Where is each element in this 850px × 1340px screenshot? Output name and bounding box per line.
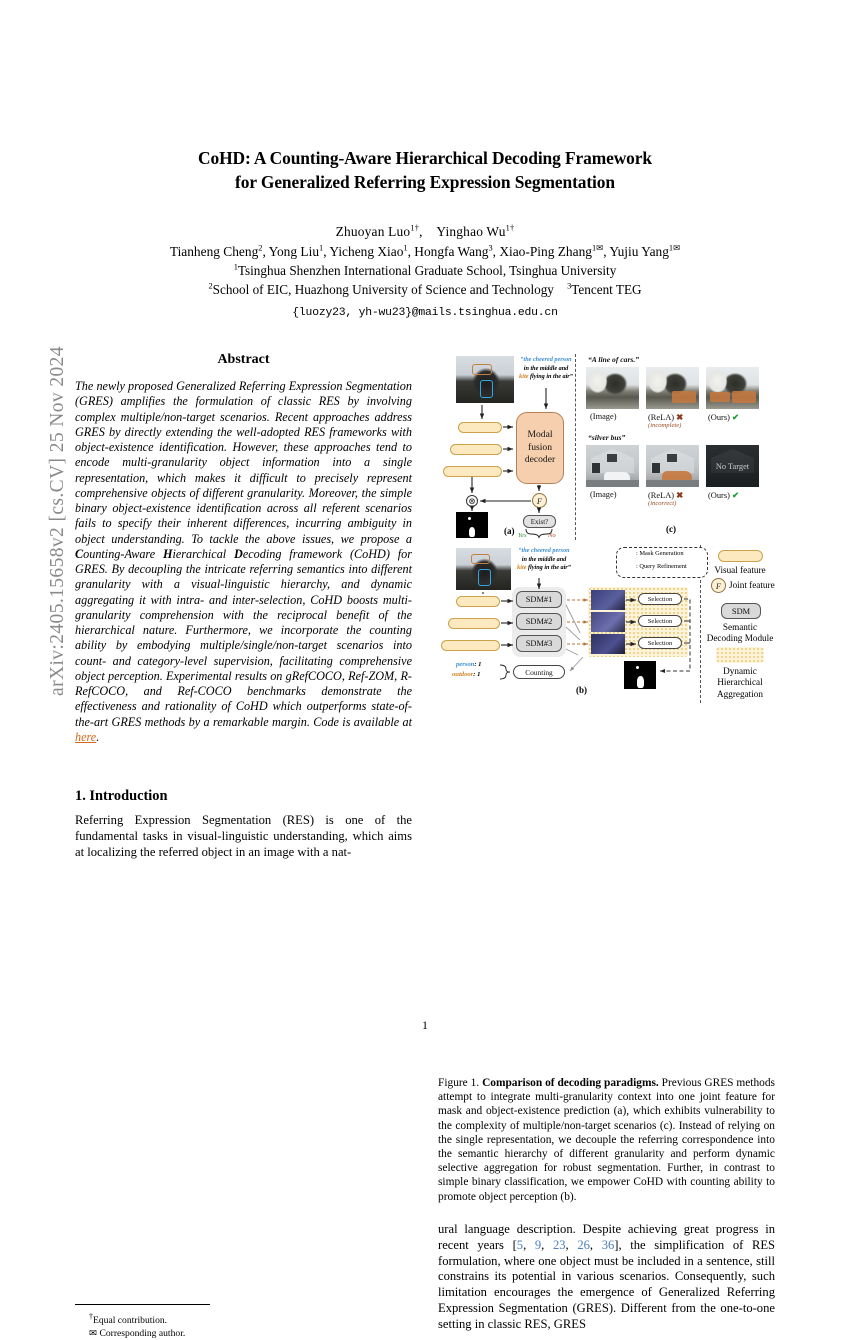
selection-box-1: Selection bbox=[638, 593, 682, 605]
featuremap-3 bbox=[591, 634, 625, 654]
expr-b-kite: kite bbox=[517, 564, 527, 572]
count-person-row bbox=[456, 661, 481, 668]
mask-output-a bbox=[456, 512, 488, 538]
label-ours-r2: (Ours) bbox=[708, 491, 730, 500]
mask-overlay-ours-r1-a bbox=[710, 392, 730, 402]
panel-letter-a: (a) bbox=[504, 526, 515, 536]
abstract-text bbox=[75, 379, 412, 745]
house-window-r2c1 bbox=[607, 454, 617, 462]
bbox-orange-b bbox=[471, 554, 490, 564]
visual-feature-bar-b1 bbox=[456, 596, 500, 607]
expr-a-line1: “the cheered person bbox=[520, 356, 572, 363]
legend-joint-feature-label: Joint feature bbox=[729, 580, 775, 590]
citation-36[interactable]: 36 bbox=[601, 1237, 615, 1252]
right-column-text bbox=[438, 1222, 775, 1333]
abstract-bold-c: C bbox=[75, 546, 84, 561]
image-c-r1-c1 bbox=[586, 367, 639, 409]
error-note-r2: (incorrect) bbox=[648, 500, 677, 507]
caption-label: Figure 1. bbox=[438, 1077, 480, 1089]
expr-b-line3: flying in the air” bbox=[528, 564, 571, 572]
visual-feature-bar-a1 bbox=[458, 422, 502, 433]
figure-caption bbox=[438, 1076, 775, 1204]
label-c-r2-rela bbox=[648, 490, 683, 500]
abstract-heading: Abstract bbox=[217, 352, 270, 367]
abstract-bold-d: D bbox=[234, 546, 243, 561]
code-link[interactable]: here bbox=[75, 729, 97, 744]
image-c-r1-c3 bbox=[706, 367, 759, 409]
figure-panel-top bbox=[438, 352, 775, 542]
legend-sdm-line1: Semantic bbox=[722, 622, 758, 632]
expr-a-line3: flying in the air” bbox=[530, 373, 573, 381]
joint-feature-circle-a: F bbox=[532, 493, 547, 508]
image-c-r1-c2 bbox=[646, 367, 699, 409]
legend-dha-line3: Aggregation bbox=[717, 688, 763, 699]
legend-dha-swatch bbox=[716, 647, 764, 663]
selection-box-3: Selection bbox=[638, 637, 682, 649]
road-r2c2 bbox=[646, 480, 699, 487]
expr-c-row1: “A line of cars.” bbox=[588, 355, 640, 364]
figure-panel-b bbox=[438, 545, 775, 705]
visual-feature-bar-a3 bbox=[443, 466, 502, 477]
abstract-part-2: framework (CoHD) for GRES. By decoupling the intricate referring semantics into different granularity with a visual-linguistic hierarchy, and dynamic aggregating it with intra- and inter-selection, CoHD boosts multi-granularity comprehension with the reciprocal benefit of the hierarchical nature. Furthermore, we incorporate the counting ability by embodying multiple/single/non-target scenarios into count- and category-level supervision, facilitating comprehensive object perception. Experimental results on gRefCOCO, Ref-ZOM, R-RefCOCO, and Ref-COCO benchmarks demonstrate the effectiveness and rationality of CoHD which outperforms state-of-the-art GRES methods by a remarkable margin. Code is available at bbox=[75, 546, 412, 729]
footnote-text-1: Equal contribution. bbox=[93, 1315, 168, 1327]
image-c-r2-c2 bbox=[646, 445, 699, 487]
legend-visual-feature-swatch bbox=[718, 550, 763, 562]
title-line-2: for Generalized Referring Expression Segmentation bbox=[235, 172, 615, 192]
caption-body: Previous GRES methods attempt to integrate multi-granularity context into one joint feature for mask and object-existence prediction (a), which exhibits vulnerability to the complexity of multiple/non-target scenarios (c). Instead of relying on the single representation, we decouple the referring correspondence into the semantic hierarchy of different granularity and perform dynamic selective aggregation for robust segmentation. Further, in contrast to simple binary classification, we empower CoHD with counting ability to promote object perception (b). bbox=[438, 1077, 775, 1203]
visual-feature-bar-b3 bbox=[441, 640, 500, 651]
cross-icon-r2: ✖ bbox=[676, 491, 684, 500]
multiply-op-icon-a: ⊗ bbox=[466, 495, 478, 507]
introduction-right-text: ural language description. Despite achieving great progress in recent years [5, 9, 23, 26, 36], the simplification of RES formulation, where one object must be included in a sentence, still constrains its potential in various scenarios. Consequently, such limitation encourages the emergence of Generalized Referring Expression Segmentation (GRES). Different from the one-to-one setting in classic RES, GRES bbox=[438, 1222, 776, 1331]
panel-letter-b: (b) bbox=[576, 685, 587, 695]
house-window-r2c2 bbox=[667, 454, 677, 462]
input-image-a bbox=[456, 356, 514, 403]
label-c-r2-ours bbox=[708, 490, 739, 500]
expr-a-line2: in the middle and bbox=[523, 364, 569, 372]
caption-bold: Comparison of decoding paradigms. bbox=[482, 1077, 659, 1089]
legend-query-refinement: : Query Refinement bbox=[636, 563, 687, 570]
featuremap-2 bbox=[591, 612, 625, 632]
input-image-b bbox=[456, 548, 511, 590]
exist-yes-label: Yes bbox=[518, 532, 527, 539]
page-number: 1 bbox=[422, 1018, 428, 1032]
abstract-bold-3b: ecoding bbox=[242, 546, 282, 561]
legend-sdm-swatch: SDM bbox=[721, 603, 761, 619]
referring-expression-a bbox=[518, 356, 574, 382]
visual-feature-bar-a2 bbox=[450, 444, 502, 455]
exist-box: Exist? bbox=[523, 515, 556, 528]
legend-mask-generation: : Mask Generation bbox=[636, 550, 684, 557]
count-outdoor-val: : 1 bbox=[473, 671, 481, 678]
house-door-r2c2 bbox=[652, 463, 660, 473]
left-column bbox=[75, 352, 412, 1340]
count-outdoor-key: outdoor bbox=[452, 671, 474, 678]
counting-box: Counting bbox=[513, 665, 565, 679]
sdm-block-1: SDM#1 bbox=[516, 591, 562, 608]
modal-line-2: fusion bbox=[528, 441, 552, 453]
sdm-block-2: SDM#2 bbox=[516, 613, 562, 630]
author-row-2: Tianheng Cheng$^2$, Yong Liu$^1$, Yicheng Xiao$^1$, Hongfa Wang$^3$, Xiao-Ping Zhang$^{1✉}$, Yujiu Yang$^{1✉}$ bbox=[169, 243, 681, 259]
image-c-r2-c3 bbox=[706, 445, 759, 487]
abstract-bold-2b: ierarchical bbox=[172, 546, 235, 561]
final-mask-kite bbox=[636, 666, 639, 669]
panel-letter-c: (c) bbox=[666, 524, 676, 534]
label-ours-r1: (Ours) bbox=[708, 413, 730, 422]
abstract-bold-1b: ounting-Aware bbox=[83, 546, 163, 561]
check-icon-r2: ✔ bbox=[731, 491, 739, 500]
label-rela-r2: (ReLA) bbox=[648, 491, 675, 500]
label-rela-r1: (ReLA) bbox=[648, 413, 675, 422]
affiliation-1: $^1$Tsinghua Shenzhen International Graduate School, Tsinghua University bbox=[233, 262, 617, 278]
footnote-mark-dagger: † bbox=[89, 1312, 93, 1321]
visual-feature-bar-b2 bbox=[448, 618, 500, 629]
title-block bbox=[75, 0, 775, 324]
intro-right-pre: ural language description. Despite achieving great progress in recent years [ bbox=[438, 1222, 775, 1252]
citation-26[interactable]: 26 bbox=[577, 1237, 590, 1252]
legend-dha-line1: Dynamic bbox=[723, 666, 757, 676]
count-outdoor-row bbox=[452, 671, 480, 678]
legend-dha-label bbox=[702, 666, 778, 700]
intro-right-post: ], the simplification of RES formulation, where one object must be included in a sentence, still constrains its potential in various scenarios. Consequently, such limitation encourages the emergence of Generalized Referring Expression Segmentation (GRES). Different from the one-to-one setting in classic RES, GRES bbox=[438, 1237, 776, 1331]
final-mask-person bbox=[637, 676, 644, 688]
bbox-blue-b bbox=[478, 569, 491, 586]
sdm-block-3: SDM#3 bbox=[516, 635, 562, 652]
introduction-left-text: Referring Expression Segmentation (RES) is one of the fundamental tasks in visual-linguistic understanding, which aims at localizing the referred object in an image with a nat- bbox=[75, 813, 412, 859]
footnote-line-1 bbox=[75, 1310, 412, 1327]
bbox-blue-a bbox=[480, 380, 493, 398]
footnote-mark-envelope: ✉ bbox=[89, 1328, 98, 1340]
expr-b-line2: in the middle and bbox=[521, 555, 567, 563]
legend-dha-line2: Hierarchical bbox=[717, 677, 763, 688]
modal-line-1: Modal bbox=[527, 429, 553, 441]
mask-kite-blob bbox=[468, 517, 471, 520]
mask-person-blob bbox=[469, 527, 475, 537]
legend-sdm-label bbox=[700, 622, 780, 645]
expr-b-line1: “the cheered person bbox=[518, 547, 570, 554]
featuremap-1 bbox=[591, 590, 625, 610]
count-person-val: : 1 bbox=[474, 661, 482, 668]
label-c-r1-image: (Image) bbox=[590, 412, 617, 421]
author-row-1: Zhuoyan Luo$^{1\dagger}$, Yinghao $Wu^{1\dagger}$ bbox=[335, 223, 515, 239]
selection-box-2: Selection bbox=[638, 615, 682, 627]
count-person-key: person bbox=[456, 661, 475, 668]
legend-visual-feature-label: Visual feature bbox=[714, 565, 766, 575]
introduction-heading: 1. Introduction bbox=[75, 788, 168, 804]
label-c-r1-rela bbox=[648, 412, 683, 422]
label-c-r1-ours bbox=[708, 412, 739, 422]
expr-a-kite: kite bbox=[519, 373, 529, 381]
panel-divider-vertical bbox=[575, 354, 576, 540]
legend-sdm-line2: Decoding Module bbox=[706, 633, 774, 644]
final-mask-output-b bbox=[624, 661, 656, 689]
citation-23[interactable]: 23 bbox=[552, 1237, 566, 1252]
footnote-block bbox=[75, 1304, 412, 1340]
modal-fusion-decoder-box bbox=[516, 412, 564, 484]
check-icon-r1: ✔ bbox=[731, 413, 739, 422]
footnote-text-2: Corresponding author. bbox=[99, 1328, 186, 1340]
expr-c-row2: “silver bus” bbox=[588, 433, 626, 442]
footnote-rule bbox=[75, 1304, 210, 1305]
author-block bbox=[75, 222, 775, 324]
referring-expression-b bbox=[516, 547, 572, 573]
abstract-part-3: . bbox=[96, 729, 100, 744]
page-title bbox=[75, 146, 775, 194]
house-door-r2c1 bbox=[592, 463, 600, 473]
no-target-text: No Target bbox=[715, 461, 750, 471]
image-c-r2-c1 bbox=[586, 445, 639, 487]
arxiv-stamp: arXiv:2405.15658v2 [cs.CV] 25 Nov 2024 bbox=[47, 346, 68, 696]
title-line-1: CoHD: A Counting-Aware Hierarchical Decoding Framework bbox=[198, 148, 652, 168]
label-c-r2-image: (Image) bbox=[590, 490, 617, 499]
author-email: {luozy23, yh-wu23}@mails.tsinghua.edu.cn bbox=[292, 307, 558, 319]
mask-overlay-ours-r1-b bbox=[732, 391, 756, 403]
cross-icon-r1: ✖ bbox=[676, 413, 684, 422]
road-r2c1 bbox=[586, 480, 639, 487]
legend-joint-feature-icon: F bbox=[711, 578, 726, 593]
citation-5[interactable]: 5 bbox=[516, 1237, 524, 1252]
abstract-part-1: The newly proposed Generalized Referring Expression Segmentation (GRES) amplifies the formulation of classic RES by involving complex multiple/non-target scenarios. Recent approaches address GRES by directly extending the well-adopted RES frameworks with object-existence identification. However, these approaches tend to encode multi-granularity object information into a single representation, which makes it difficult to precisely represent comprehensive objects of different granularity. Moreover, the simple binary object-existence identification across all referent scenarios fails to specify their inherent differences, incurring ambiguity in object understanding. To tackle the above issues, we propose a bbox=[75, 379, 412, 546]
exist-no-label: No bbox=[548, 532, 556, 539]
error-note-r1: (incomplete) bbox=[648, 422, 682, 429]
affiliation-2: $^2$School of EIC, Huazhong University of Science and Technology $^3$Tencent TEG bbox=[208, 281, 642, 297]
footnote-line-2 bbox=[75, 1327, 412, 1340]
citation-9[interactable]: 9 bbox=[534, 1237, 542, 1252]
paper-page bbox=[75, 0, 776, 1340]
figure-1 bbox=[438, 352, 775, 705]
modal-line-3: decoder bbox=[524, 454, 556, 466]
abstract-bold-h: H bbox=[163, 546, 173, 561]
bbox-orange-a bbox=[472, 364, 492, 375]
mask-overlay-rela-r1 bbox=[672, 391, 696, 403]
